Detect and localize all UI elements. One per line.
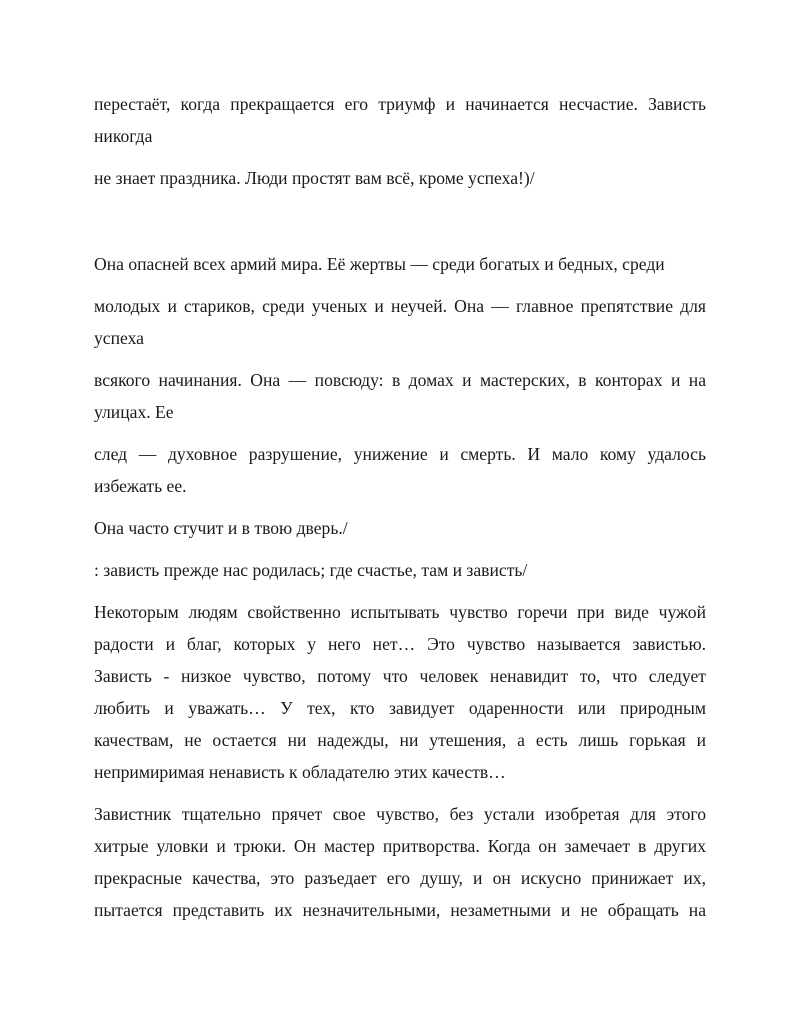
paragraph-triumph bbox=[94, 88, 706, 152]
text-line: непримиримая ненависть к обладателю этих качеств… bbox=[94, 762, 506, 782]
paragraph-bitterness bbox=[94, 596, 706, 788]
text-line: перестаёт, когда прекращается его триумф и начинается несчастие. Зависть bbox=[94, 94, 706, 114]
text-line: хитрые уловки и трюки. Он мастер притворства. Когда он замечает в других bbox=[94, 836, 706, 856]
text-line: Некоторым людям свойственно испытывать чувство горечи при виде чужой bbox=[94, 602, 706, 622]
text-line: не знает праздника. Люди простят вам всё, кроме успеха!)/ bbox=[94, 168, 535, 188]
text-line: успеха bbox=[94, 328, 144, 348]
text-line: качествам, не остается ни надежды, ни утешения, а есть лишь горькая и bbox=[94, 730, 706, 750]
paragraph-proverb bbox=[94, 554, 706, 586]
text-line: любить и уважать… У тех, кто завидует одаренности или природным bbox=[94, 698, 706, 718]
paragraph-everywhere bbox=[94, 364, 706, 428]
text-line: Зависть - низкое чувство, потому что человек ненавидит то, что следует bbox=[94, 666, 706, 686]
text-line: молодых и стариков, среди ученых и неучей. Она — главное препятствие для bbox=[94, 296, 706, 316]
paragraph-trace bbox=[94, 438, 706, 502]
text-line: никогда bbox=[94, 126, 153, 146]
paragraph-holiday bbox=[94, 162, 706, 194]
text-line: пытается представить их незначительными, незаметными и не обращать на bbox=[94, 900, 706, 920]
document-page bbox=[94, 88, 706, 926]
text-line: избежать ее. bbox=[94, 476, 187, 496]
text-line: след — духовное разрушение, унижение и смерть. И мало кому удалось bbox=[94, 444, 706, 464]
text-line: Она опасней всех армий мира. Её жертвы — среди богатых и бедных, среди bbox=[94, 254, 665, 274]
text-line: прекрасные качества, это разъедает его душу, и он искусно принижает их, bbox=[94, 868, 706, 888]
paragraph-armies bbox=[94, 248, 706, 280]
text-line: Завистник тщательно прячет свое чувство, без устали изобретая для этого bbox=[94, 804, 706, 824]
text-line: : зависть прежде нас родилась; где счастье, там и зависть/ bbox=[94, 560, 528, 580]
paragraph-door bbox=[94, 512, 706, 544]
paragraph-obstacle bbox=[94, 290, 706, 354]
text-line: улицах. Ее bbox=[94, 402, 174, 422]
text-line: всякого начинания. Она — повсюду: в домах и мастерских, в конторах и на bbox=[94, 370, 706, 390]
text-line: Она часто стучит и в твою дверь./ bbox=[94, 518, 348, 538]
text-line: радости и благ, которых у него нет… Это чувство называется завистью. bbox=[94, 634, 706, 654]
paragraph-envier bbox=[94, 798, 706, 926]
